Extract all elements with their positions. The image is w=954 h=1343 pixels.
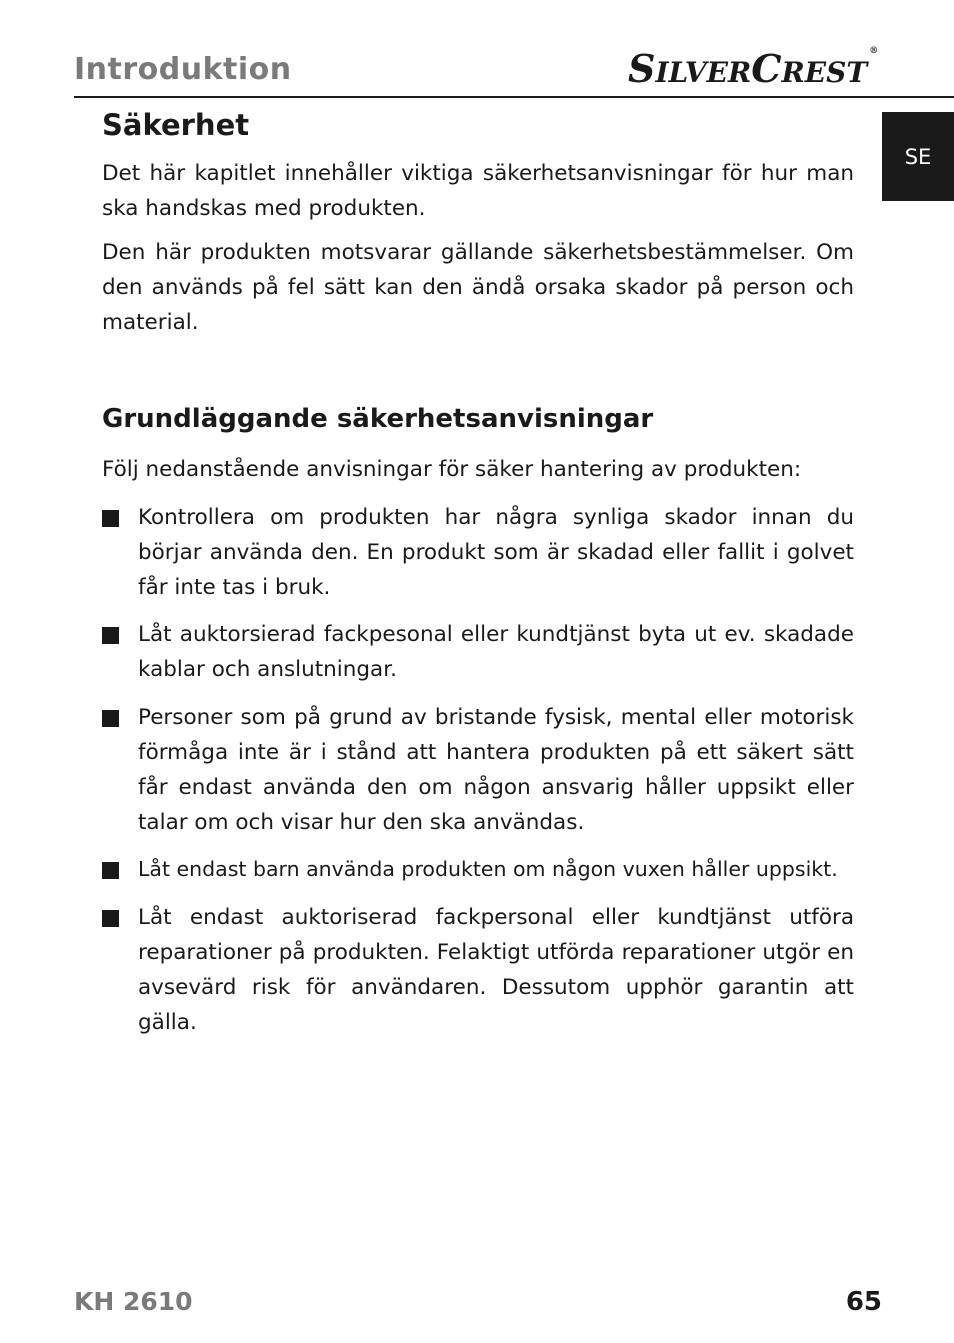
bullet-text: Låt endast barn använda produkten om någon vuxen håller uppsikt. — [138, 857, 838, 881]
bullet-square-icon — [102, 862, 119, 879]
language-tab-label: SE — [904, 144, 932, 169]
subsection-intro: Följ nedanstående anvisningar för säker hantering av produkten: — [102, 457, 802, 482]
bullet-item — [102, 617, 854, 687]
bullet-text: Låt auktorsierad fackpesonal eller kundtjänst byta ut ev. skadade kablar och anslutningar. — [138, 622, 854, 682]
bullet-item — [102, 500, 854, 605]
subsection-title: Grundläggande säkerhetsanvisningar — [102, 404, 654, 434]
bullet-item — [102, 900, 854, 1040]
section-paragraph: Den här produkten motsvarar gällande säkerhetsbestämmelser. Om den används på fel sätt kan den ändå orsaka skador på person och material. — [102, 240, 854, 335]
language-tab — [882, 112, 954, 201]
bullet-square-icon — [102, 627, 119, 644]
header-rule — [74, 96, 954, 98]
bullet-text: Personer som på grund av bristande fysisk, mental eller motorisk förmåga inte är i stånd att hantera produkten på ett säkert sätt får endast använda den om någon ansvarig håller uppsikt eller talar om och visar hur den ska användas. — [138, 705, 854, 835]
section-title: Säkerhet — [102, 108, 250, 142]
footer-model: KH 2610 — [74, 1287, 193, 1316]
header-title: Introduktion — [74, 52, 292, 87]
page-number: 65 — [845, 1287, 882, 1317]
silvercrest-logo: SILVERCREST® — [628, 46, 879, 91]
bullet-text: Låt endast auktoriserad fackpersonal eller kundtjänst utföra reparationer på produkten. Felaktigt utförda reparationer utgör en avsevärd risk för användaren. Dessutom upphör garantin att gälla. — [138, 905, 854, 1035]
bullet-square-icon — [102, 510, 119, 527]
bullet-item — [102, 700, 854, 840]
bullet-text: Kontrollera om produkten har några synliga skador innan du börjar använda den. En produkt som är skadad eller fallit i golvet får inte tas i bruk. — [138, 505, 854, 600]
bullet-square-icon — [102, 910, 119, 927]
section-paragraph: Det här kapitlet innehåller viktiga säkerhetsanvisningar för hur man ska handskas med produkten. — [102, 161, 854, 221]
bullet-square-icon — [102, 710, 119, 727]
bullet-item — [102, 852, 854, 887]
